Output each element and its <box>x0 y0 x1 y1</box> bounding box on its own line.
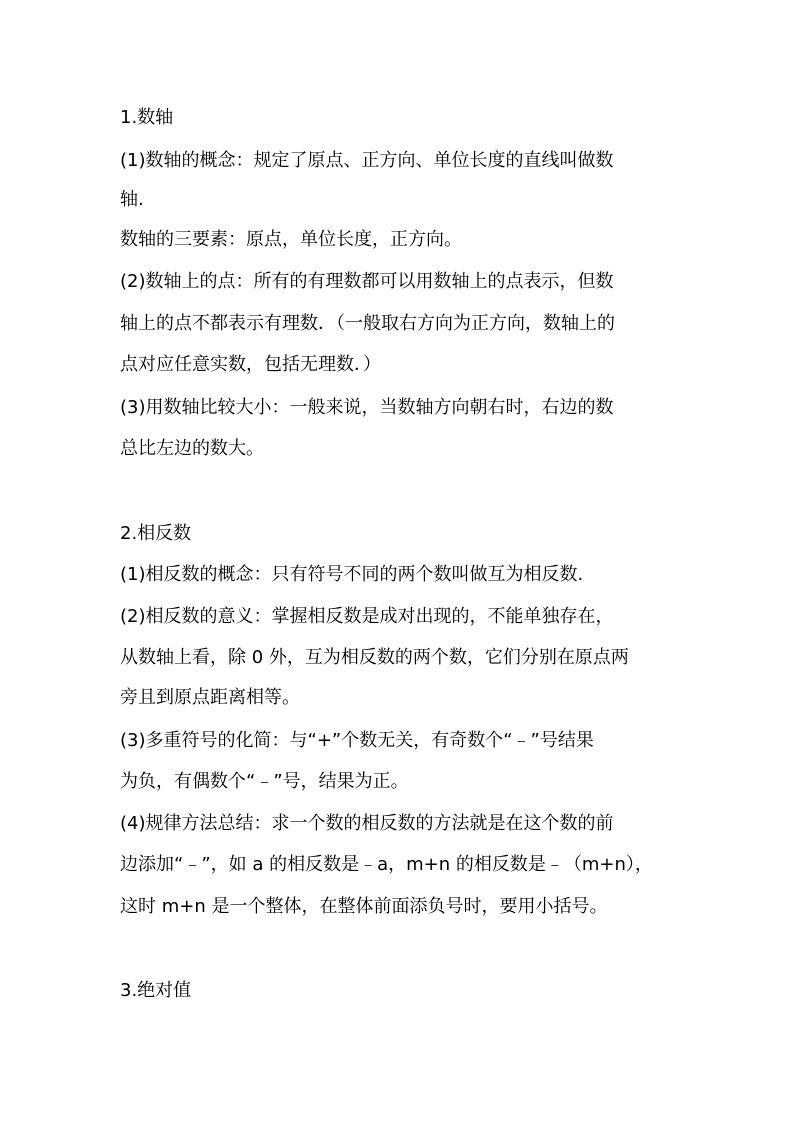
section-heading-opposite-numbers: 2.相反数 <box>120 523 192 544</box>
paragraph-line: 旁且到原点距离相等。 <box>120 687 300 708</box>
paragraph-line: 从数轴上看，除 0 外，互为相反数的两个数，它们分别在原点两 <box>120 647 629 668</box>
paragraph-line: 边添加“﹣”，如 a 的相反数是﹣a，m+n 的相反数是﹣（m+n）， <box>120 854 653 875</box>
paragraph-line: 轴上的点不都表示有理数．（一般取右方向为正方向，数轴上的 <box>120 313 615 334</box>
paragraph-line: 轴. <box>120 189 144 210</box>
paragraph-line: 为负，有偶数个“﹣”号，结果为正。 <box>120 771 409 792</box>
paragraph-line: 总比左边的数大。 <box>120 438 264 459</box>
section-heading-absolute-value: 3.绝对值 <box>120 980 192 1001</box>
paragraph-line: (3)用数轴比较大小：一般来说，当数轴方向朝右时，右边的数 <box>120 397 614 418</box>
paragraph-line: (1)相反数的概念：只有符号不同的两个数叫做互为相反数. <box>120 564 584 585</box>
section-heading-number-line: 1.数轴 <box>120 107 174 128</box>
paragraph-line: (2)相反数的意义：掌握相反数是成对出现的，不能单独存在， <box>120 606 614 627</box>
paragraph-line: 数轴的三要素：原点，单位长度，正方向。 <box>120 229 462 250</box>
paragraph-line: (1)数轴的概念：规定了原点、正方向、单位长度的直线叫做数 <box>120 150 614 171</box>
paragraph-line: (3)多重符号的化简：与“+”个数无关，有奇数个“﹣”号结果 <box>120 730 594 751</box>
paragraph-line: (2)数轴上的点：所有的有理数都可以用数轴上的点表示，但数 <box>120 271 614 292</box>
paragraph-line: 这时 m+n 是一个整体，在整体前面添负号时，要用小括号。 <box>120 896 608 917</box>
paragraph-line: 点对应任意实数，包括无理数．） <box>120 354 381 375</box>
paragraph-line: (4)规律方法总结：求一个数的相反数的方法就是在这个数的前 <box>120 813 614 834</box>
